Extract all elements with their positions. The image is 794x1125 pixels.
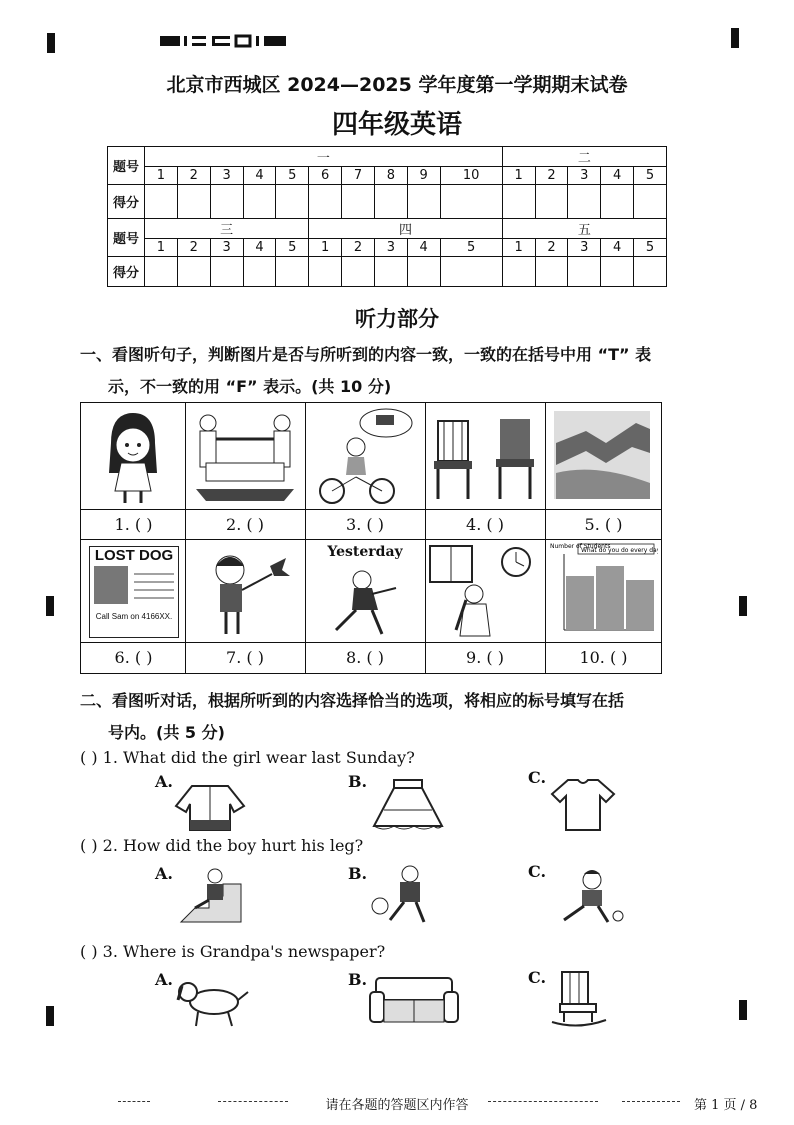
question-number: 7 xyxy=(342,167,375,185)
question-number: 9 xyxy=(407,167,440,185)
q1-picture-grid xyxy=(80,402,662,674)
footer-notice: 请在各题的答题区内作答 xyxy=(325,1098,469,1113)
label-question-no: 题号 xyxy=(108,219,145,257)
tshirt-icon[interactable] xyxy=(550,776,616,834)
question-number: 8 xyxy=(374,167,407,185)
people-carrying-illustration xyxy=(186,403,304,507)
option-c-label: C. xyxy=(528,862,547,881)
answer-label: 1. ( ) xyxy=(114,515,153,534)
answer-label: 6. ( ) xyxy=(114,648,153,667)
answer-cell[interactable] xyxy=(426,643,546,673)
score-cell[interactable] xyxy=(177,185,210,219)
registration-mark xyxy=(47,33,55,53)
score-cell[interactable] xyxy=(535,185,568,219)
lost-dog-phone: Call Sam on 4166XX. xyxy=(95,612,173,621)
boy-playing-flute-illustration xyxy=(426,540,544,640)
chairs-illustration xyxy=(426,403,544,507)
question-number: 1 xyxy=(309,239,342,257)
rocking-chair-icon[interactable] xyxy=(548,968,610,1030)
barcode-mark xyxy=(160,34,300,48)
question-number: 4 xyxy=(243,239,276,257)
part-header: 五 xyxy=(502,219,666,239)
question-number: 6 xyxy=(309,167,342,185)
question-number: 2 xyxy=(342,239,375,257)
q2-instruction xyxy=(80,685,720,749)
question-number: 4 xyxy=(407,239,440,257)
score-cell[interactable] xyxy=(145,185,178,219)
question-number: 3 xyxy=(210,167,243,185)
lost-dog-poster xyxy=(89,546,179,638)
answer-cell[interactable] xyxy=(81,510,186,540)
question-number: 5 xyxy=(634,167,667,185)
q1-instruction xyxy=(80,339,720,403)
q1-instruction-line2: 示，不一致的用 “F” 表示。(共 10 分) xyxy=(108,377,392,396)
q2-question-2: ( ) 2. How did the boy hurt his leg? xyxy=(80,836,364,855)
score-cell[interactable] xyxy=(535,257,568,287)
registration-mark xyxy=(46,596,54,616)
lost-dog-title: LOST DOG xyxy=(94,547,174,564)
question-number: 5 xyxy=(276,167,309,185)
score-cell[interactable] xyxy=(601,185,634,219)
answer-label: 5. ( ) xyxy=(584,515,623,534)
answer-label: 2. ( ) xyxy=(226,515,264,534)
answer-cell[interactable] xyxy=(546,510,661,540)
score-cell[interactable] xyxy=(440,185,502,219)
score-table xyxy=(107,146,667,287)
picture-yesterday xyxy=(306,540,426,643)
girl-illustration xyxy=(81,403,181,507)
jacket-icon[interactable] xyxy=(172,776,248,832)
score-cell[interactable] xyxy=(601,257,634,287)
chart-bar xyxy=(626,580,654,630)
score-cell[interactable] xyxy=(243,185,276,219)
answer-cell[interactable] xyxy=(426,510,546,540)
chart-bar xyxy=(566,576,594,630)
question-number: 5 xyxy=(634,239,667,257)
q1-instruction-line1: 一、看图听句子，判断图片是否与所听到的内容一致，一致的在括号中用 “T” 表 xyxy=(80,345,652,364)
score-cell[interactable] xyxy=(502,185,535,219)
girl-with-bird-illustration xyxy=(186,540,304,640)
chart-title: What do you do every day? xyxy=(581,547,658,554)
registration-mark xyxy=(739,596,747,616)
q2-question-1: ( ) 1. What did the girl wear last Sunday? xyxy=(80,748,415,767)
question-number: 2 xyxy=(177,239,210,257)
sofa-icon[interactable] xyxy=(366,972,462,1030)
question-number: 2 xyxy=(535,167,568,185)
q2-instruction-line1: 二、看图听对话，根据所听到的内容选择恰当的选项，将相应的标号填写在括 xyxy=(80,691,625,710)
label-score: 得分 xyxy=(108,257,145,287)
option-b-label: B. xyxy=(348,864,368,883)
great-wall-illustration xyxy=(546,403,658,507)
score-cell[interactable] xyxy=(634,257,667,287)
dog-icon[interactable] xyxy=(172,972,252,1030)
part-header: 四 xyxy=(309,219,502,239)
answer-label: 10. ( ) xyxy=(579,648,628,667)
yesterday-label: Yesterday xyxy=(327,544,403,560)
answer-cell[interactable] xyxy=(81,643,186,673)
question-number: 4 xyxy=(601,239,634,257)
question-number: 2 xyxy=(177,167,210,185)
picture-girl-bird xyxy=(186,540,306,643)
option-b-label: B. xyxy=(348,970,368,989)
q2-question-3: ( ) 3. Where is Grandpa's newspaper? xyxy=(80,942,386,961)
boy-with-ball-icon[interactable] xyxy=(370,864,436,926)
score-cell[interactable] xyxy=(502,257,535,287)
answer-cell[interactable] xyxy=(306,510,426,540)
score-cell[interactable] xyxy=(210,185,243,219)
part-header: 三 xyxy=(145,219,309,239)
picture-bar-chart xyxy=(546,540,661,643)
score-cell[interactable] xyxy=(276,257,309,287)
label-question-no: 题号 xyxy=(108,147,145,185)
question-number: 4 xyxy=(601,167,634,185)
option-c-label: C. xyxy=(528,968,547,987)
part-header: 一 xyxy=(145,147,503,167)
score-cell[interactable] xyxy=(276,185,309,219)
registration-mark xyxy=(739,1000,747,1020)
picture-lost-dog xyxy=(81,540,186,643)
score-cell[interactable] xyxy=(374,257,407,287)
score-cell[interactable] xyxy=(568,185,601,219)
picture-girl xyxy=(81,403,186,510)
boy-falling-stairs-icon[interactable] xyxy=(175,866,245,926)
question-number: 3 xyxy=(568,167,601,185)
answer-cell[interactable] xyxy=(306,643,426,673)
question-number: 1 xyxy=(145,167,178,185)
score-cell[interactable] xyxy=(342,257,375,287)
score-cell[interactable] xyxy=(634,185,667,219)
question-number: 10 xyxy=(440,167,502,185)
option-b-label: B. xyxy=(348,772,368,791)
score-cell[interactable] xyxy=(407,257,440,287)
score-cell[interactable] xyxy=(309,185,342,219)
question-number: 5 xyxy=(440,239,502,257)
question-number: 3 xyxy=(568,239,601,257)
score-cell[interactable] xyxy=(440,257,502,287)
question-number: 3 xyxy=(210,239,243,257)
option-a-label: A. xyxy=(155,772,173,791)
skirt-icon[interactable] xyxy=(370,776,446,832)
q2-instruction-line2: 号内。(共 5 分) xyxy=(108,723,225,742)
question-number: 5 xyxy=(276,239,309,257)
answer-cell[interactable] xyxy=(186,510,306,540)
question-number: 4 xyxy=(243,167,276,185)
answer-label: 8. ( ) xyxy=(346,648,384,667)
exam-subtitle: 四年级英语 xyxy=(331,110,462,140)
answer-label: 4. ( ) xyxy=(466,515,504,534)
picture-great-wall xyxy=(546,403,661,510)
question-number: 3 xyxy=(374,239,407,257)
answer-label: 9. ( ) xyxy=(466,648,504,667)
registration-mark xyxy=(46,1006,54,1026)
girl-on-bike-illustration xyxy=(306,403,424,507)
picture-people-bench xyxy=(186,403,306,510)
survey-chart-illustration xyxy=(546,540,658,640)
registration-mark xyxy=(731,28,739,48)
answer-cell[interactable] xyxy=(186,643,306,673)
question-number: 1 xyxy=(502,239,535,257)
section-title: 听力部分 xyxy=(355,307,439,331)
question-number: 1 xyxy=(145,239,178,257)
option-a-label: A. xyxy=(155,864,173,883)
score-cell[interactable] xyxy=(568,257,601,287)
score-cell[interactable] xyxy=(243,257,276,287)
option-a-label: A. xyxy=(155,970,173,989)
score-cell[interactable] xyxy=(374,185,407,219)
boy-hurt-leg-icon[interactable] xyxy=(548,866,626,928)
page-number: 第 1 页 / 8 xyxy=(694,1098,758,1113)
score-cell[interactable] xyxy=(309,257,342,287)
exam-title: 北京市西城区 2024—2025 学年度第一学期期末试卷 xyxy=(166,74,628,96)
picture-boy-flute xyxy=(426,540,546,643)
answer-label: 7. ( ) xyxy=(226,648,264,667)
label-score: 得分 xyxy=(108,185,145,219)
answer-cell[interactable] xyxy=(546,643,661,673)
score-cell[interactable] xyxy=(407,185,440,219)
option-c-label: C. xyxy=(528,768,547,787)
chart-bar xyxy=(596,566,624,630)
score-cell[interactable] xyxy=(342,185,375,219)
score-cell[interactable] xyxy=(177,257,210,287)
question-number: 1 xyxy=(502,167,535,185)
answer-label: 3. ( ) xyxy=(346,515,384,534)
chart-ylabel: Number of Students xyxy=(550,543,611,550)
picture-girl-bike xyxy=(306,403,426,510)
question-number: 2 xyxy=(535,239,568,257)
score-cell[interactable] xyxy=(210,257,243,287)
part-header: 二 xyxy=(502,147,666,167)
dog-photo xyxy=(90,564,178,608)
score-cell[interactable] xyxy=(145,257,178,287)
picture-chairs xyxy=(426,403,546,510)
